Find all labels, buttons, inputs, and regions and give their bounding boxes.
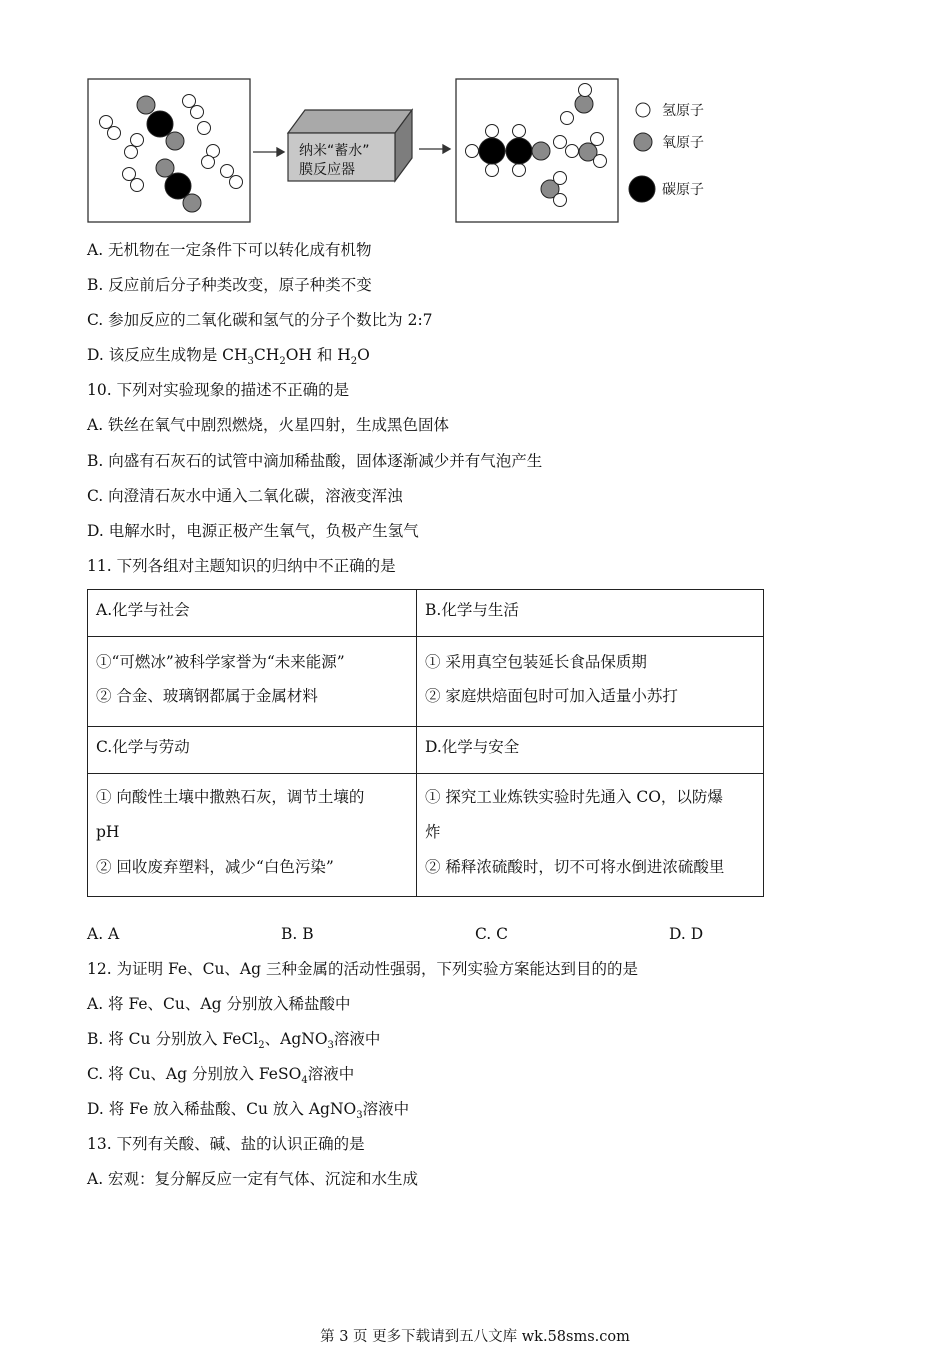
legend-oxygen-swatch <box>634 133 652 151</box>
q12-stem: 12. 为证明 Fe、Cu、Ag 三种金属的活动性强弱，下列实验方案能达到目的的是 <box>87 960 638 978</box>
arrow-2 <box>419 145 450 153</box>
table-head-a: A.化学与社会 <box>88 590 417 637</box>
table-cell-c <box>88 774 417 897</box>
table-c-item-1b: pH <box>96 823 120 841</box>
table-d-item-1b: 炸 <box>425 823 441 841</box>
legend <box>629 103 704 202</box>
page-footer: 第 3 页 更多下载请到五八文库 wk.58sms.com <box>320 1329 630 1345</box>
q12-option-c: C. 将 Cu、Ag 分别放入 FeSO$_4$溶液中 <box>87 1065 355 1087</box>
table-a-item-1: ①“可燃冰”被科学家誉为“未来能源” <box>96 653 345 671</box>
legend-oxygen-label: 氧原子 <box>662 135 704 151</box>
q12-option-d: D. 将 Fe 放入稀盐酸、Cu 放入 AgNO$_3$溶液中 <box>87 1100 410 1122</box>
q9-option-d: D. 该反应生成物是 $CH_3CH_2OH$ 和 $H_2O$ <box>87 346 370 368</box>
q12-option-a: A. 将 Fe、Cu、Ag 分别放入稀盐酸中 <box>87 995 351 1013</box>
table-cell-d <box>417 774 764 897</box>
table-d-item-2: ② 稀释浓硫酸时，切不可将水倒进浓硫酸里 <box>425 858 725 876</box>
q10-stem: 10. 下列对实验现象的描述不正确的是 <box>87 381 350 399</box>
table-c-item-1a: ① 向酸性土壤中撒熟石灰，调节土壤的 <box>96 788 365 806</box>
q10-option-d: D. 电解水时，电源正极产生氧气，负极产生氢气 <box>87 522 419 540</box>
table-d-item-1a: ① 探究工业炼铁实验时先通入 CO，以防爆 <box>425 788 723 806</box>
table-head-d: D.化学与安全 <box>417 727 764 774</box>
legend-carbon-swatch <box>629 176 655 202</box>
q10-option-b: B. 向盛有石灰石的试管中滴加稀盐酸，固体逐渐减少并有气泡产生 <box>87 452 543 470</box>
q9-option-a: A. 无机物在一定条件下可以转化成有机物 <box>87 241 372 259</box>
table-b-item-2: ② 家庭烘焙面包时可加入适量小苏打 <box>425 687 678 705</box>
reactor-box <box>288 110 412 181</box>
q11-answer-c: C. C <box>475 925 509 943</box>
q11-answer-d: D. D <box>669 925 704 943</box>
reactor-label-line1: 纳米“蓄水” <box>299 143 370 159</box>
q10-option-c: C. 向澄清石灰水中通入二氧化碳，溶液变浑浊 <box>87 487 403 505</box>
reactants-box <box>88 79 250 222</box>
q11-knowledge-table <box>87 589 764 897</box>
table-b-item-1: ① 采用真空包装延长食品保质期 <box>425 653 647 671</box>
q13-stem: 13. 下列有关酸、碱、盐的认识正确的是 <box>87 1135 365 1153</box>
q11-stem: 11. 下列各组对主题知识的归纳中不正确的是 <box>87 557 396 575</box>
q9-option-b: B. 反应前后分子种类改变，原子种类不变 <box>87 276 372 294</box>
q12-option-b: B. 将 Cu 分别放入 FeCl$_2$、AgNO$_3$溶液中 <box>87 1030 381 1052</box>
arrow-1 <box>253 148 284 156</box>
q13-option-a: A. 宏观：复分解反应一定有气体、沉淀和水生成 <box>87 1170 419 1188</box>
reactor-label-line2: 膜反应器 <box>299 162 355 178</box>
q11-answer-a: A. A <box>87 925 120 943</box>
table-head-c: C.化学与劳动 <box>88 727 417 774</box>
reaction-diagram <box>86 76 726 226</box>
table-cell-b <box>417 637 764 727</box>
table-a-item-2: ② 合金、玻璃钢都属于金属材料 <box>96 687 318 705</box>
q11-answer-b: B. B <box>281 925 314 943</box>
table-cell-a <box>88 637 417 727</box>
legend-hydrogen-swatch <box>636 103 650 117</box>
table-c-item-2: ② 回收废弃塑料，减少“白色污染” <box>96 858 334 876</box>
legend-hydrogen-label: 氢原子 <box>662 103 704 119</box>
table-head-b: B.化学与生活 <box>417 590 764 637</box>
legend-carbon-label: 碳原子 <box>662 182 704 198</box>
q10-option-a: A. 铁丝在氧气中剧烈燃烧，火星四射，生成黑色固体 <box>87 416 450 434</box>
q9-option-c: C. 参加反应的二氧化碳和氢气的分子个数比为 2:7 <box>87 311 433 329</box>
